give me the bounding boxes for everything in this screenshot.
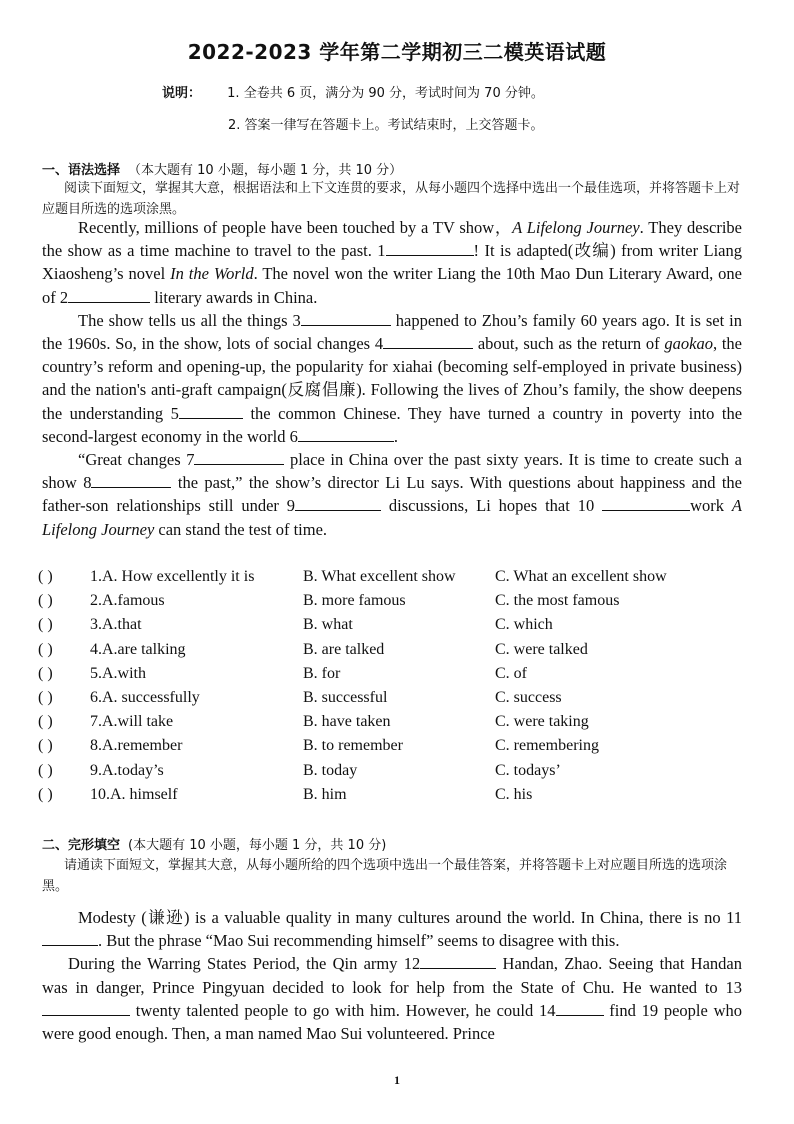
- option-c: C. success: [495, 688, 562, 706]
- option-row-1: [38, 568, 758, 592]
- option-b: B. are talked: [303, 640, 385, 658]
- option-c: C. remembering: [495, 737, 599, 755]
- blank-9: [295, 496, 381, 511]
- option-c: C. of: [495, 664, 527, 682]
- novel-title: In the World: [170, 264, 254, 284]
- blank-4: [383, 334, 473, 349]
- option-a: 9.A.today’s: [90, 761, 164, 779]
- blank-7: [194, 450, 284, 465]
- paragraph-5: During the Warring States Period, the Qin army 12 Handan, Zhao. Seeing that Handan was in danger, Prince Pingyuan decided to look for help from the State of Chu. He wanted to 13 twenty talented people to go with him. However, he could 14 find 19 people who were good enough. Then, a man named Mao Sui volunteered. Prince: [42, 954, 742, 1044]
- blank-11: [42, 931, 98, 946]
- option-row-10: [38, 786, 758, 810]
- answer-box[interactable]: ( ): [38, 664, 53, 682]
- answer-box[interactable]: ( ): [38, 737, 53, 755]
- option-a: 6.A. successfully: [90, 688, 200, 706]
- option-c: C. his: [495, 785, 533, 803]
- answer-box[interactable]: ( ): [38, 640, 53, 658]
- option-b: B. him: [303, 785, 347, 803]
- paragraph-1: Recently, millions of people have been touched by a TV show，A Lifelong Journey. They describe the show as a time machine to travel to the past. 1 ! It is adapted(改编) from writer Liang Xiaosheng’s novel In the World. The novel won the writer Liang the 10th Mao Dun Literary Award, one of 2 literary awards in China.: [42, 218, 742, 307]
- exam-title: 2022-2023 学年第二学期初三二模英语试题: [187, 40, 607, 64]
- blank-6: [298, 427, 394, 442]
- section-1-options: [38, 568, 758, 810]
- option-c: C. were talked: [495, 640, 588, 658]
- option-b: B. more famous: [303, 592, 406, 610]
- note-item-1: 1. 全卷共 6 页，满分为 90 分，考试时间为 70 分钟。: [227, 86, 544, 101]
- option-row-9: [38, 762, 758, 786]
- section-2-instruction: 请通读下面短文，掌握其大意，从每小题所给的四个选项中选出一个最佳答案，并将答题卡上对应题目所选的选项涂黑。: [42, 858, 728, 894]
- answer-box[interactable]: ( ): [38, 785, 53, 803]
- option-b: B. what: [303, 616, 353, 634]
- section-1-heading: [42, 159, 402, 178]
- answer-box[interactable]: ( ): [38, 616, 53, 634]
- option-a: 8.A.remember: [90, 737, 183, 755]
- blank-10: [602, 496, 690, 511]
- section-1-title: 一、语法选择: [42, 163, 121, 178]
- section-2-title: 二、完形填空: [42, 838, 121, 853]
- section-1-passage: [42, 216, 742, 541]
- blank-5: [179, 404, 243, 419]
- blank-13: [42, 1001, 130, 1016]
- answer-box[interactable]: ( ): [38, 713, 53, 731]
- option-b: B. to remember: [303, 737, 403, 755]
- blank-3: [301, 311, 391, 326]
- option-a: 3.A.that: [90, 616, 142, 634]
- page-number: 1: [394, 1073, 400, 1087]
- option-row-8: [38, 737, 758, 761]
- option-b: B. What excellent show: [303, 568, 456, 585]
- option-a: 4.A.are talking: [90, 640, 186, 658]
- option-c: C. What an excellent show: [495, 568, 667, 585]
- section-1-meta: （本大题有 10 小题，每小题 1 分，共 10 分）: [128, 163, 403, 178]
- answer-box[interactable]: ( ): [38, 592, 53, 610]
- section-1-instruction: 阅读下面短文，掌握其大意，根据语法和上下文连贯的要求，从每小题四个选择中选出一个最佳选项，并将答题卡上对应题目所选的选项涂黑。: [42, 181, 741, 217]
- option-b: B. today: [303, 761, 358, 779]
- option-a: 10.A. himself: [90, 785, 178, 803]
- paragraph-2: The show tells us all the things 3 happened to Zhou’s family 60 years ago. It is set in the 1960s. So, in the show, lots of social changes 4 about, such as the return of gaokao, the country’s reform and opening-up, the popularity for xiahai (becoming self-employed in private business) and the nation's anti-graft campaign(反腐倡廉). Following the lives of Zhou’s family, the show deepens the understanding 5 the common Chinese. They have turned a country in poverty into the second-largest economy in the world 6 .: [42, 310, 743, 446]
- option-row-3: [38, 616, 758, 640]
- option-row-5: [38, 665, 758, 689]
- show-title: A Lifelong Journey: [512, 218, 640, 237]
- notes-label: 说明：: [162, 86, 202, 101]
- notes-line-2: [228, 114, 544, 133]
- notes-line-1: [162, 82, 544, 101]
- option-row-4: [38, 641, 758, 665]
- option-a: 1.A. How excellently it is: [90, 568, 255, 585]
- answer-box[interactable]: ( ): [38, 761, 53, 779]
- paragraph-3: “Great changes 7 place in China over the past sixty years. It is time to create such a show 8 the past,” the show’s director Li Lu says. With questions about happiness and the father-son relationships still under 9 discussions, Li hopes that 10 work A Lifelong Journey can stand the test of time.: [42, 450, 742, 539]
- option-c: C. todays’: [495, 761, 561, 779]
- option-row-2: [38, 592, 758, 616]
- section-2-heading: [42, 834, 386, 853]
- blank-1: [386, 241, 474, 256]
- section-2-passage: [42, 906, 742, 1045]
- answer-box[interactable]: ( ): [38, 568, 53, 585]
- option-a: 7.A.will take: [90, 713, 174, 731]
- blank-12: [420, 954, 496, 969]
- option-b: B. for: [303, 664, 341, 682]
- paragraph-4: Modesty (谦逊) is a valuable quality in many cultures around the world. In China, there is no 11. But the phrase “Mao Sui recommending himself” seems to disagree with this.: [42, 906, 742, 952]
- option-row-6: [38, 689, 758, 713]
- option-row-7: [38, 713, 758, 737]
- option-b: B. successful: [303, 688, 388, 706]
- blank-8: [91, 473, 171, 488]
- option-a: 5.A.with: [90, 664, 146, 682]
- option-c: C. were taking: [495, 713, 589, 731]
- option-c: C. which: [495, 616, 553, 634]
- answer-box[interactable]: ( ): [38, 688, 53, 706]
- blank-2: [68, 288, 150, 303]
- option-c: C. the most famous: [495, 592, 620, 610]
- section-2-meta: (本大题有 10 小题，每小题 1 分，共 10 分): [128, 838, 387, 853]
- option-b: B. have taken: [303, 713, 391, 731]
- blank-14: [556, 1001, 604, 1016]
- option-a: 2.A.famous: [90, 592, 165, 610]
- note-item-2: 2. 答案一律写在答题卡上。考试结束时，上交答题卡。: [228, 118, 544, 133]
